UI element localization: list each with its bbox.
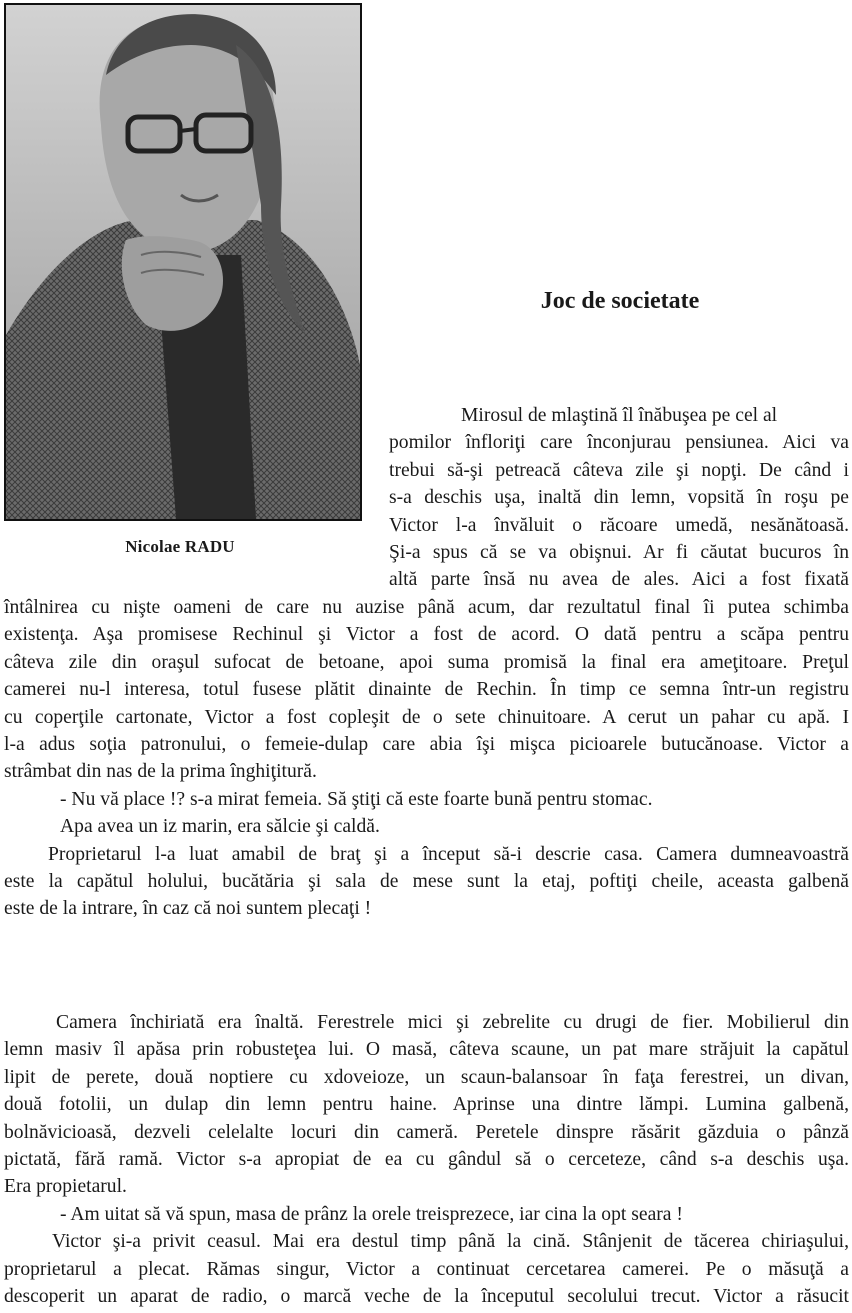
text-line: trebui să-şi petreacă câteva zile şi nopţi. De când i (389, 459, 849, 481)
text-line: întâlnirea cu nişte oameni de care nu auzise până acum, dar rezultatul final îi putea schimba (4, 597, 849, 618)
author-portrait (4, 3, 362, 521)
text-line: Mirosul de mlaştină îl înăbuşea pe cel al (461, 405, 778, 426)
paragraph-block-1 (4, 594, 849, 923)
text-line: lipit de perete, două noptiere cu xdoveioze, un scaun-balansoar în faţa ferestrei, un divan, (4, 1066, 849, 1088)
text-line: câteva zile din oraşul sufocat de betoane, apoi suma promisă la final era ameţitoare. Preţul (4, 651, 849, 673)
story-title: Joc de societate (540, 288, 700, 314)
text-line: Victor l-a învăluit o răcoare umedă, nesănătoasă. (389, 514, 849, 536)
text-line: strâmbat din nas de la prima înghiţitură. (4, 761, 317, 783)
side-text-block (389, 402, 849, 594)
portrait-illustration (6, 5, 360, 519)
text-line: două fotolii, un dulap din lemn pentru haine. Aprinse una dintre lămpi. Lumina galbenă, (4, 1094, 849, 1116)
text-line: cu coperţile cartonate, Victor a fost copleşit de o sete chinuitoare. A cerut un pahar cu apă. I (4, 706, 849, 728)
text-line: altă parte însă nu avea de ales. Aici a fost fixată (389, 569, 849, 591)
text-line: proprietarul a plecat. Rămas singur, Victor a continuat cercetarea camerei. Pe o măsuţă a (4, 1258, 849, 1280)
text-line: bolnăvicioasă, dezveli celelalte locuri din cameră. Peretele dinspre răsărit găzduia o pânză (4, 1121, 849, 1143)
text-line: Victor şi-a privit ceasul. Mai era destul timp până la cină. Stânjenit de tăcerea chiriaşului, (52, 1231, 849, 1253)
dialogue-line: - Nu vă place !? s-a mirat femeia. Să ştiţi că este foarte bună pentru stomac. (60, 788, 653, 810)
text-line: l-a adus soţia patronului, o femeie-dulap care abia îşi mişca picioarele butucănoase. Victor a (4, 734, 849, 756)
author-caption: Nicolae RADU (125, 537, 235, 556)
text-line: descoperit un aparat de radio, o marcă veche de la începutul secolului trecut. Victor a răsucit (4, 1286, 849, 1308)
text-line: Proprietarul l-a luat amabil de braţ şi a început să-i descrie casa. Camera dumneavoastră (48, 843, 849, 865)
paragraph-block-2 (4, 1009, 849, 1310)
text-line: este de la intrare, în caz că noi suntem plecaţi ! (4, 898, 372, 920)
text-line: s-a deschis uşa, inaltă din lemn, vopsită în roşu pe (389, 487, 849, 509)
text-line: Camera închiriată era înaltă. Ferestrele mici şi zebrelite cu drugi de fier. Mobilierul din (56, 1012, 849, 1033)
text-line: existenţa. Aşa promisese Rechinul şi Victor a fost de acord. O dată pentru a scăpa pentru (4, 624, 849, 646)
text-line: lemn masiv îl apăsa prin robusteţea lui. O masă, câteva scaune, un pat mare străjuit la capătul (4, 1039, 849, 1061)
text-line: pictată, fără ramă. Victor s-a apropiat de ea cu gândul să o cerceteze, când s-a deschis uşa. (4, 1149, 849, 1171)
text-line: Şi-a spus că se va obişnui. Ar fi căutat bucuros în (389, 542, 849, 564)
dialogue-line: - Am uitat să vă spun, masa de prânz la orele treisprezece, iar cina la opt seara ! (60, 1203, 683, 1225)
text-line: camerei nu-l interesa, totul fusese plătit dinainte de Rechin. În timp ce semna într-un registru (4, 679, 849, 701)
text-line: Apa avea un iz marin, era sălcie şi caldă. (60, 816, 380, 838)
text-line: pomilor înfloriţi care înconjurau pensiunea. Aici va (389, 432, 849, 454)
text-line: Era propietarul. (4, 1176, 127, 1198)
text-line: este la capătul holului, bucătăria şi sala de mese sunt la etaj, poftiţi cheile, aceasta galbenă (4, 871, 849, 893)
